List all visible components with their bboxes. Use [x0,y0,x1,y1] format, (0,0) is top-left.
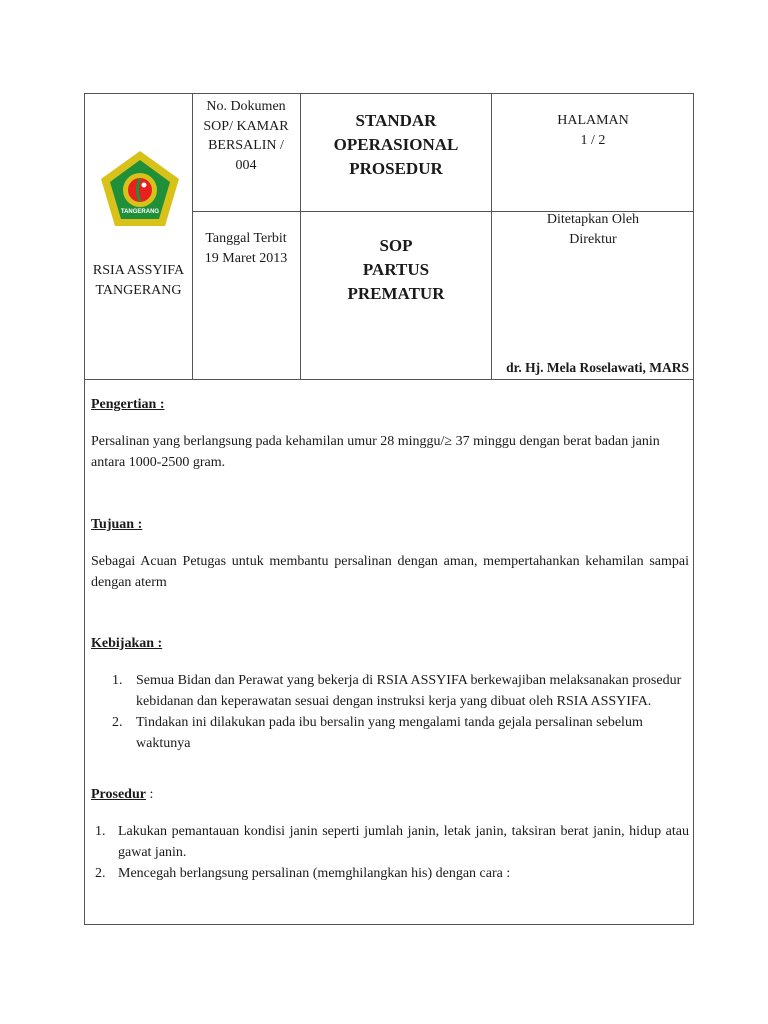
kebijakan-list [91,670,689,754]
prosedur-list [91,821,689,884]
logo-caption: TANGERANG [120,209,160,215]
divider [491,94,492,379]
hospital-logo [99,149,181,231]
sop-document [84,93,694,925]
list-item: 1. Semua Bidan dan Perawat yang bekerja di RSIA ASSYIFA berkewajiban melaksanakan prosedur kebidanan dan keperawatan sesuai dengan instruksi kerja yang dibuat oleh RSIA ASSYIFA. [112,673,682,709]
approval: Ditetapkan Oleh Direktur [546,212,640,247]
pengertian-text: Persalinan yang berlangsung pada kehamilan umur 28 minggu/≥ 37 minggu dengan berat badan janin antara 1000-2500 gram. [91,434,660,470]
list-item: 2. Tindakan ini dilakukan pada ibu bersalin yang mengalami tanda gejala persalinan sebelum waktunya [112,715,643,751]
section-title-pengertian: Pengertian : [91,397,165,412]
tujuan-text: Sebagai Acuan Petugas untuk membantu persalinan dengan aman, mempertahankan kehamilan sampai dengan aterm [91,554,689,590]
document-body [91,394,689,884]
section-title-kebijakan: Kebijakan : [91,636,163,651]
section-title-tujuan: Tujuan : [91,517,143,532]
sop-title: SOP PARTUS PREMATUR [347,236,445,303]
issue-date: Tanggal Terbit 19 Maret 2013 [204,231,288,266]
section-title-prosedur: Prosedur : [91,787,154,802]
document-type-title: STANDAR OPERASIONAL PROSEDUR [333,111,459,178]
page-info: HALAMAN 1 / 2 [557,113,629,148]
signatory-name: dr. Hj. Mela Roselawati, MARS [506,360,689,375]
organization-name: RSIA ASSYIFA TANGERANG [92,263,185,298]
list-item: 2. Mencegah berlangsung persalinan (memghilangkan his) dengan cara : [95,866,511,881]
list-item: 1. Lakukan pemantauan kondisi janin seperti jumlah janin, letak janin, taksiran berat janin, hidup atau gawat janin. [95,824,689,860]
document-number: No. Dokumen SOP/ KAMAR BERSALIN / 004 [203,99,289,173]
document-header [85,94,693,380]
